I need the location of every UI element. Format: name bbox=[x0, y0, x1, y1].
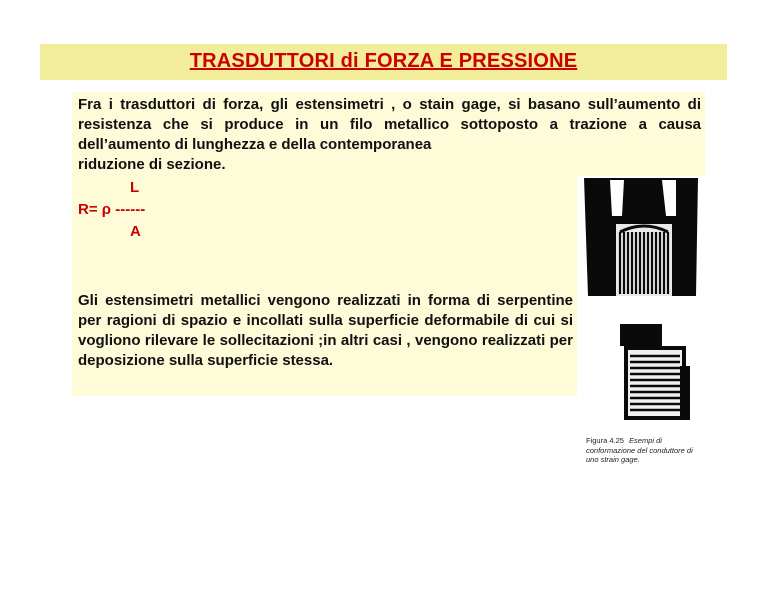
formula-main-line bbox=[78, 200, 145, 220]
formula-numerator: L bbox=[130, 179, 140, 196]
formula-denominator: A bbox=[130, 223, 141, 240]
page-title: TRASDUTTORI di FORZA E PRESSIONE bbox=[189, 50, 578, 72]
formula-lhs: R= bbox=[78, 201, 98, 218]
intro-paragraph bbox=[78, 95, 701, 175]
intro-last-line: riduzione di sezione. bbox=[78, 156, 226, 173]
figure-caption bbox=[586, 436, 706, 465]
formula-fraction-line: ------ bbox=[115, 201, 146, 218]
figure-caption-text: Esempi di conformazione del conduttore di uno strain gage. bbox=[586, 436, 693, 464]
formula-rho: ρ bbox=[101, 201, 112, 218]
body-paragraph: Gli estensimetri metallici vengono realizzati in forma di serpentine per ragioni di spazio e incollati sulla superficie deformabile di cui si vogliono rilevare le sollecitazioni ;in altri casi , vengono realizzati per deposizione sulla superficie stessa. bbox=[78, 292, 573, 369]
intro-text: Fra i trasduttori di forza, gli estensimetri , o stain gage, si basano sull’aumento di resistenza che si produce in un filo metallico sottoposto a trazione a causa dell’aumento di lunghezza e della contemporanea bbox=[78, 96, 701, 153]
strain-gage-figure bbox=[580, 176, 704, 434]
figure-number: Figura 4.25 bbox=[586, 436, 624, 445]
title-bar bbox=[40, 44, 727, 80]
